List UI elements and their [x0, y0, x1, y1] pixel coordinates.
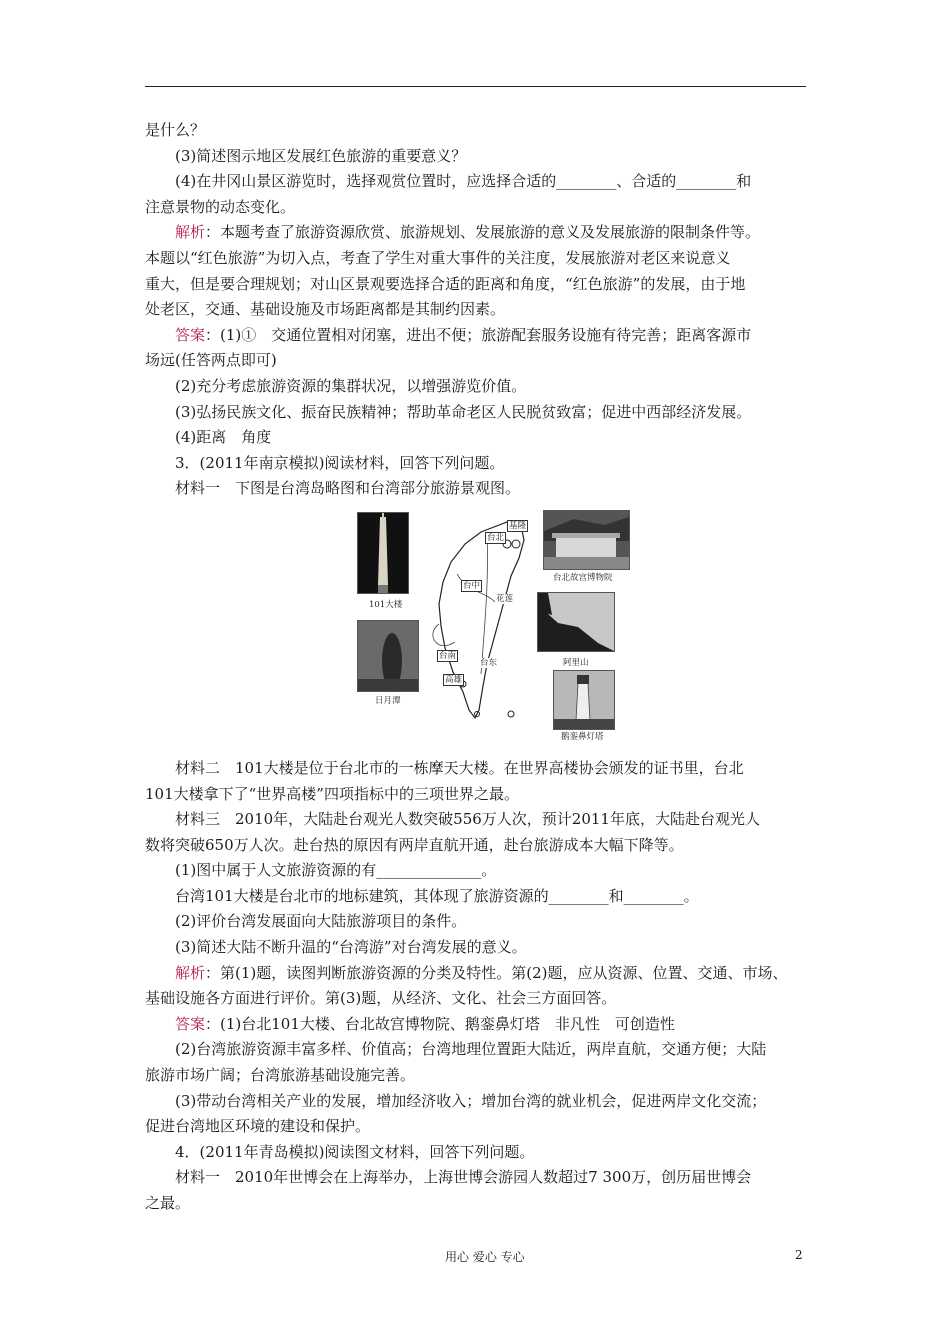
paragraph: (4)在井冈山景区游览时，选择观赏位置时，应选择合适的________、合适的________和: [175, 172, 752, 191]
paragraph-text: ：(1)① 交通位置相对闭塞，进出不便；旅游配套服务设施有待完善；距离客源市: [205, 325, 752, 344]
museum-photo: [543, 510, 630, 570]
footer-text: 用心 爱心 专心: [445, 1250, 525, 1264]
page-number: 2: [795, 1248, 803, 1262]
paragraph: 促进台湾地区环境的建设和保护。: [145, 1117, 371, 1136]
answer-label: 解析: [175, 223, 206, 242]
paragraph: (2)台湾旅游资源丰富多样、价值高；台湾地理位置距大陆近，两岸直航，交通方便；大陆: [175, 1040, 767, 1059]
caption-museum: 台北故宫博物院: [553, 572, 613, 583]
paragraph: 注意景物的动态变化。: [145, 197, 296, 216]
answer-label: 答案: [175, 1014, 206, 1033]
taiwan-figure: [357, 510, 635, 742]
paragraph: 材料一 下图是台湾岛略图和台湾部分旅游景观图。: [175, 479, 521, 498]
paragraph: 场远(任答两点即可): [145, 351, 277, 370]
paragraph-text: ：第(1)题，读图判断旅游资源的分类及特性。第(2)题，应从资源、位置、交通、市场、: [205, 963, 788, 982]
text-block-top: [145, 118, 807, 502]
caption-alishan: 阿里山: [563, 657, 589, 668]
paragraph: 基础设施各方面进行评价。第(3)题，从经济、文化、社会三方面回答。: [145, 989, 617, 1008]
map-label-gaoxiong: 高雄: [445, 674, 463, 685]
lighthouse-photo: [553, 670, 615, 730]
page-content: [145, 118, 807, 1217]
paragraph: (3)弘扬民族文化、振奋民族精神；帮助革命老区人民脱贫致富；促进中西部经济发展。: [175, 402, 752, 421]
caption-sunmoon: 日月潭: [375, 695, 401, 706]
page-footer: [0, 1248, 950, 1268]
paragraph: 材料一 2010年世博会在上海举办，上海世博会游园人数超过7 300万，创历届世博会: [175, 1168, 752, 1187]
sunmoon-photo: [357, 620, 419, 692]
paragraph: (3)带动台湾相关产业的发展，增加经济收入；增加台湾的就业机会，促进两岸文化交流；: [175, 1091, 767, 1110]
paragraph: 101大楼拿下了“世界高楼”四项指标中的三项世界之最。: [145, 784, 519, 803]
map-label-taidong: 台东: [480, 657, 498, 668]
paragraph: 材料二 101大楼是位于台北市的一栋摩天大楼。在世界高楼协会颁发的证书里，台北: [175, 758, 744, 777]
paragraph: [145, 220, 807, 246]
paragraph: 4．(2011年青岛模拟)阅读图文材料，回答下列问题。: [175, 1142, 535, 1161]
paragraph: (2)充分考虑旅游资源的集群状况，以增强游览价值。: [175, 376, 527, 395]
paragraph: 3．(2011年南京模拟)阅读材料，回答下列问题。: [175, 453, 505, 472]
alishan-photo: [537, 592, 615, 652]
paragraph: 旅游市场广阔；台湾旅游基础设施完善。: [145, 1066, 416, 1085]
text-block-bottom: [145, 756, 807, 1217]
paragraph: [145, 1012, 807, 1038]
tower-photo: [357, 512, 409, 594]
paragraph: 重大，但是要合理规划；对山区景观要选择合适的距离和角度，“红色旅游”的发展，由于地: [145, 274, 746, 293]
map-label-jilong: 基隆: [509, 520, 527, 531]
answer-label: 答案: [175, 325, 206, 344]
paragraph: 是什么？: [145, 121, 206, 139]
taiwan-map: [429, 514, 549, 724]
paragraph: [145, 323, 807, 349]
paragraph: (1)图中属于人文旅游资源的有______________。: [175, 861, 497, 880]
paragraph: [145, 961, 807, 987]
paragraph: (2)评价台湾发展面向大陆旅游项目的条件。: [175, 912, 467, 931]
paragraph: 台湾101大楼是台北市的地标建筑，其体现了旅游资源的________和________。: [175, 886, 699, 905]
map-label-taibei: 台北: [487, 532, 505, 543]
paragraph: 本题以“红色旅游”为切入点，考查了学生对重大事件的关注度，发展旅游对老区来说意义: [145, 248, 731, 267]
map-label-tainan: 台南: [439, 650, 457, 661]
caption-lighthouse: 鹅銮鼻灯塔: [561, 731, 604, 742]
map-label-taizhong: 台中: [463, 580, 481, 591]
paragraph: 材料三 2010年，大陆赴台观光人数突破556万人次，预计2011年底，大陆赴台观光人: [175, 810, 760, 829]
caption-tower: 101大楼: [369, 599, 403, 610]
paragraph: 处老区，交通、基础设施及市场距离都是其制约因素。: [145, 300, 506, 319]
paragraph: (3)简述图示地区发展红色旅游的重要意义？: [175, 146, 467, 165]
paragraph-text: ：本题考查了旅游资源欣赏、旅游规划、发展旅游的意义及发展旅游的限制条件等。: [205, 223, 761, 242]
paragraph-text: ：(1)台北101大楼、台北故宫博物院、鹅銮鼻灯塔 非凡性 可创造性: [205, 1014, 675, 1033]
paragraph: 之最。: [145, 1194, 191, 1212]
header-rule: [145, 86, 806, 87]
paragraph: (3)简述大陆不断升温的“台湾游”对台湾发展的意义。: [175, 938, 527, 957]
paragraph: 数将突破650万人次。赴台热的原因有两岸直航开通，赴台旅游成本大幅下降等。: [145, 835, 684, 854]
answer-label: 解析: [175, 963, 206, 982]
paragraph: (4)距离 角度: [175, 428, 272, 447]
map-label-hualian: 花莲: [496, 593, 514, 604]
